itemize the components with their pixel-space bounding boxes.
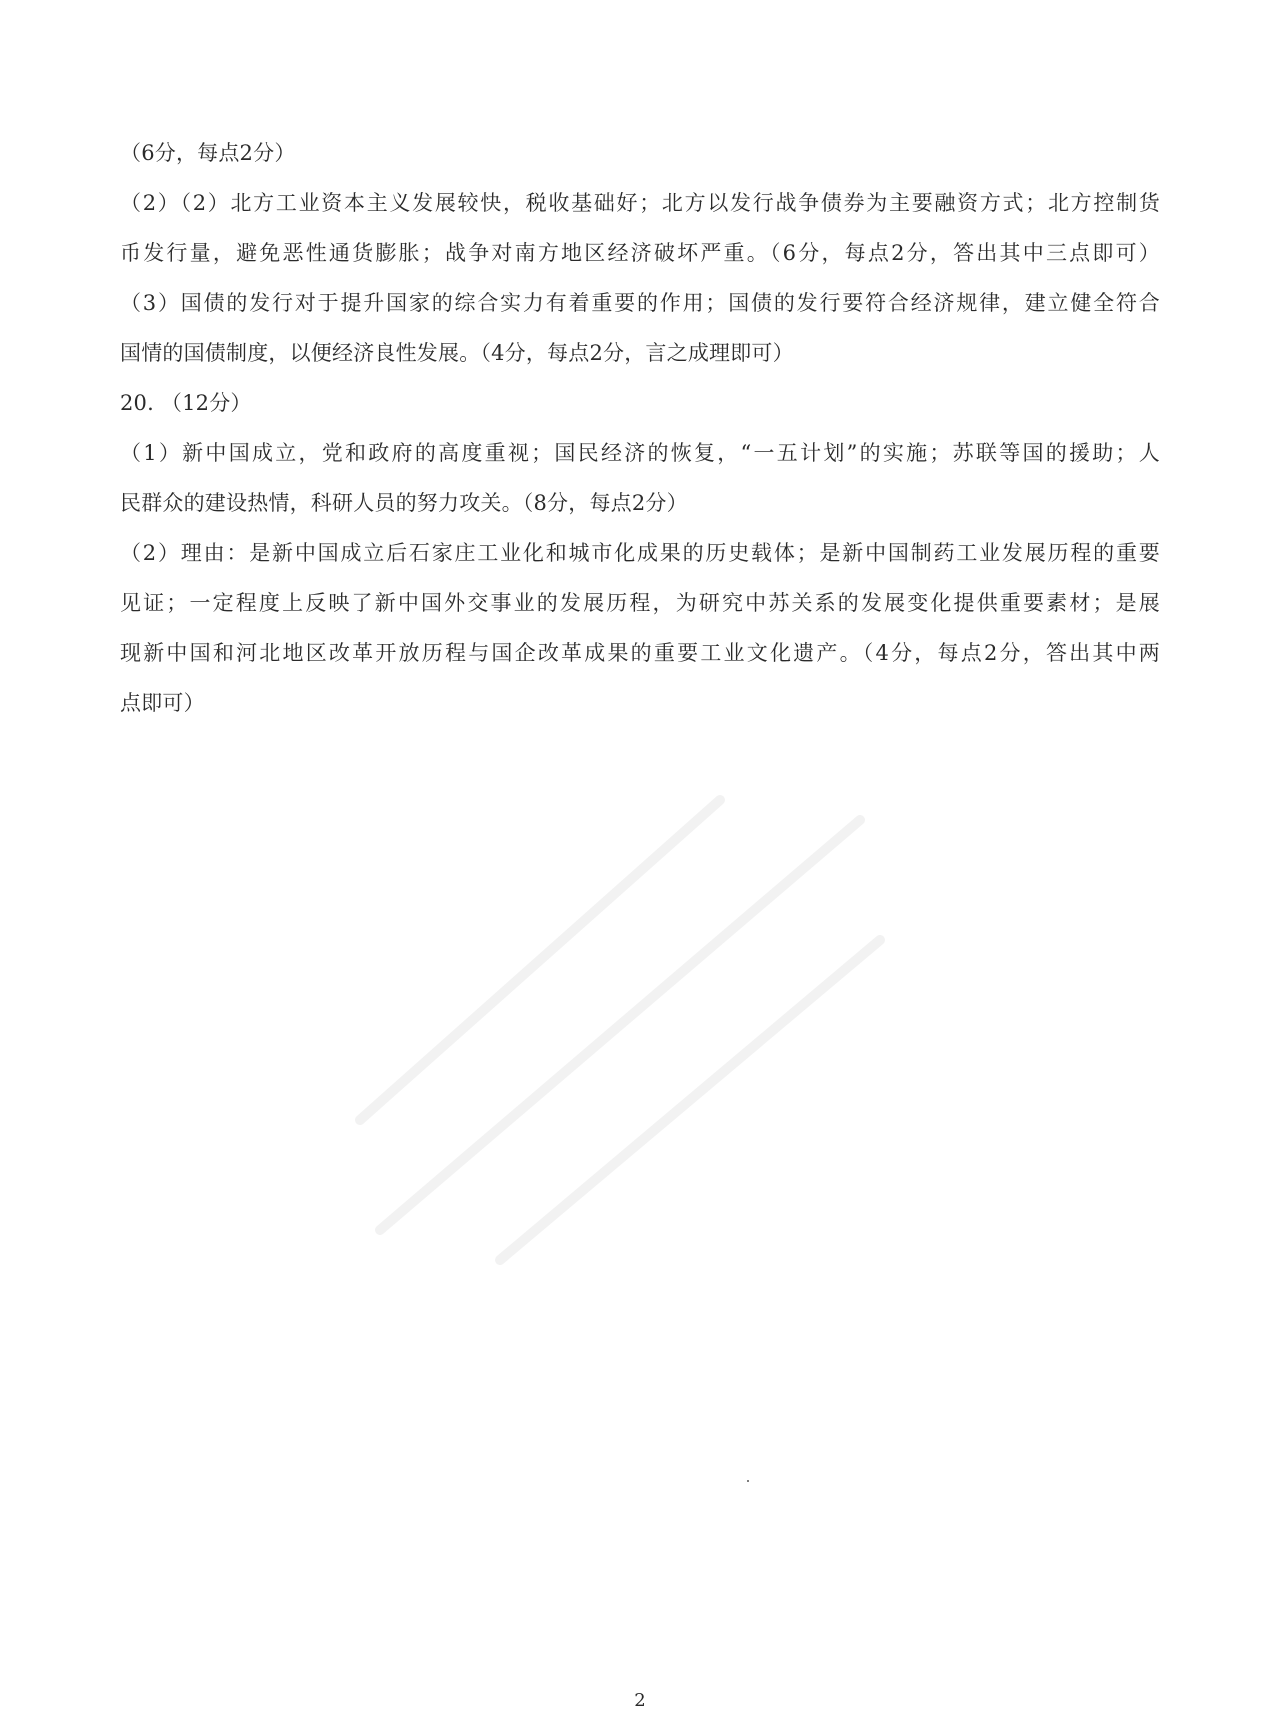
stray-dot [747, 1480, 749, 1482]
question-heading: 20. （12分） [120, 391, 252, 415]
text-line: （2）（2）北方工业资本主义发展较快，税收基础好；北方以发行战争债券为主要融资方式；北方控制货 [120, 191, 1160, 215]
text-line: 民群众的建设热情，科研人员的努力攻关。（8分，每点2分） [120, 491, 688, 515]
text-line: 现新中国和河北地区改革开放历程与国企改革成果的重要工业文化遗产。（4分，每点2分，答出其中两 [120, 641, 1160, 665]
text-line: （2）理由：是新中国成立后石家庄工业化和城市化成果的历史载体；是新中国制药工业发展历程的重要 [120, 541, 1160, 565]
faint-watermark [340, 760, 900, 1280]
answer-text-block [120, 128, 1160, 728]
page-number: 2 [634, 1690, 646, 1711]
text-line: 点即可） [120, 691, 205, 715]
text-line: （1）新中国成立，党和政府的高度重视；国民经济的恢复，“一五计划”的实施；苏联等国的援助；人 [120, 441, 1160, 465]
text-line: 见证；一定程度上反映了新中国外交事业的发展历程，为研究中苏关系的发展变化提供重要素材；是展 [120, 591, 1160, 615]
text-line: 国情的国债制度，以便经济良性发展。（4分，每点2分，言之成理即可） [120, 341, 794, 365]
text-line: （6分，每点2分） [120, 141, 296, 165]
text-line: 币发行量，避免恶性通货膨胀；战争对南方地区经济破坏严重。（6分，每点2分，答出其中三点即可） [120, 241, 1160, 265]
text-line: （3）国债的发行对于提升国家的综合实力有着重要的作用；国债的发行要符合经济规律，建立健全符合 [120, 291, 1160, 315]
